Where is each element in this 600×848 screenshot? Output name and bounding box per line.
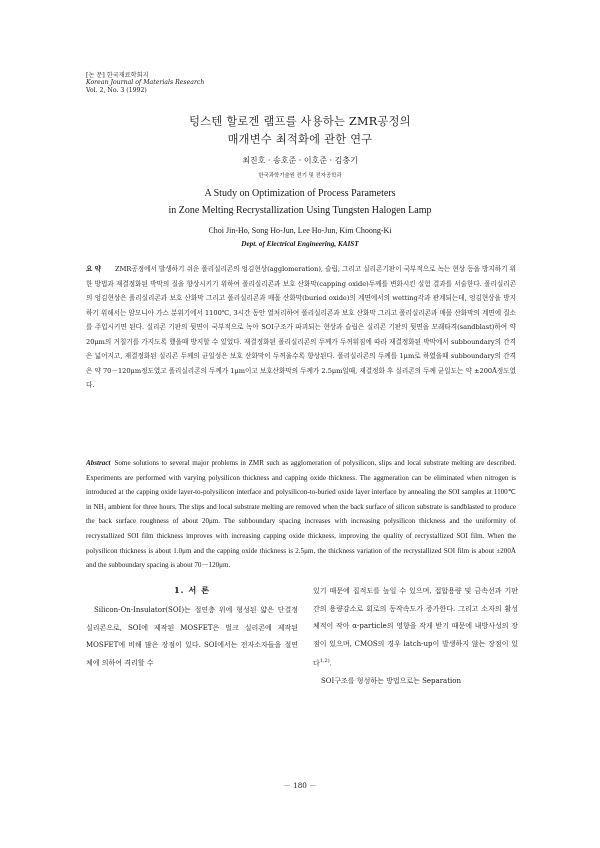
sentence-end: .	[329, 659, 332, 668]
journal-volume: Vol. 2, No. 3 (1992)	[86, 86, 147, 94]
intro-paragraph-1	[313, 583, 518, 673]
affiliation-ko: 한국과학기술원 전기 및 전자공학과	[258, 173, 342, 179]
journal-line-ko: [논 문] 한국재료학회지	[86, 72, 149, 79]
title-en-line1: A Study on Optimization of Process Parameters	[204, 188, 396, 199]
title-ko-line2: 매개변수 최적화에 관한 연구	[227, 133, 373, 146]
body-column-left	[86, 585, 298, 672]
section-heading: 1. 서 론	[173, 585, 211, 595]
abstract-ko-text: ZMR공정에서 발생하기 쉬운 폴리실리콘의 엉김현상(agglomeration), 슬립, 그리고 실리콘기판이 국부적으로 녹는 현상 등을 방지하기 위한 방법과 재결정화된 박막의 질을 향상시키기 위하여 폴리실리콘과 보호 산화막(capping oxide)두께를 변화시킨 실험 결과를 서술한다. 폴리실리콘의 엉김현상은 폴리실리콘과 보호 산화막 그리고 폴리실리콘과 매몰 산화막(buried oxide)의 계면에서의 wetting각과 관계되는데, 엉김현상을 방지하기 위해서는 암모니아 가스 분위기에서 1100℃, 3시간 동안 열처리하여 폴리실리콘과 보호 산화막 그리고 폴리실리콘과 매몰 산화막의 계면에 질소를 주입시키면 된다. 실리콘 기판의 뒷면이 국부적으로 녹아 SOI구조가 파괴되는 현상과 슬립은 실리콘 기판의 뒷면을 모래타격(sandblast)하여 약 20μm의 거칠기를 가지도록 했을때 방지할 수 있었다. 재결정화된 폴리실리콘의 두께가 두꺼워짐에 따라 재결정화된 박막에서 subboundary의 간격은 넓어지고, 재결정화된 실리콘 두께의 균일성은 보호 산화막이 두꺼울수록 향상된다. 폴리실리콘의 두께를 1μm로 하였을때 subboundary의 간격은 약 70－120μm정도였고 폴리실리콘의 두께가 1μm이고 보호산화막의 두께가 2.5μm일때, 재결정화 후 실리콘의 두께 균일도는 약 ±200Å정도였다.	[86, 265, 516, 389]
abstract-en-text: Some solutions to several major problems in ZMR such as agglomeration of polysilicon, slips and local substrate melting are described. Experiments are performed with varying polysilicon thickness and capping oxide thickness. The aggmeration can be eliminated when nitrogen is introduced at the capping oxide layer-to-polysilicon interface and polysilicon-to-buried oxide layer interface by annealing the SOI samples at 1100℃ in NH₃ ambient for three hours. The slips and local substrate melting are removed when the back surface of silicon substrate is sandblasted to produce the back surface roughness of about 20μm. The subboundary spacing increases with increasing polysilicon thickness and the uniformity of recrystallized SOI film thickness improves with increasing capping oxide thickness, improving the quality of recrystallized SOI film. When the polysilicon thickness is about 1.0μm and the capping oxide thickness is 2.5μm, the thickness variation of the recrystallized SOI film is about ±200Å and the subboundary spacing is about 70－120μm.	[86, 459, 516, 570]
authors-en: Choi Jin-Ho, Song Ho-Jun, Lee Ho-Jun, Kim Choong-Ki	[208, 226, 392, 235]
intro-text-left: Silicon-On-Insulator(SOI)는 절연층 위에 형성된 얇은 단결정 실리콘으로, SOI에 제작된 MOSFET은 벌크 실리콘에 제작된 MOSFET에 비해 많은 장점이 있다. SOI에서는 전자소자들을 절연체에 의하여 격리할 수	[86, 606, 298, 667]
journal-line-en: Korean Journal of Materials Research	[86, 79, 205, 87]
journal-info	[86, 72, 204, 94]
page-number: － 180 －	[283, 781, 317, 790]
title-en-line2: in Zone Melting Recrystallization Using Tungsten Halogen Lamp	[168, 205, 432, 216]
title-ko-line1: 텅스텐 할로겐 램프를 사용하는 ZMR공정의	[189, 115, 411, 128]
authors-ko: 최진호 · 송호준 · 이호준 · 김충기	[242, 156, 358, 165]
abstract-en-label: Abstract	[86, 459, 111, 467]
intro-text-right: 있기 때문에 집적도를 높일 수 있으며, 접합용량 및 금속선과 기판 간의 용량감소로 회로의 동작속도가 증가한다. 그리고 소자의 활성체적이 작아 α-particle의 영향을 작게 받기 때문에 내방사성의 장점이 있으며, CMOS의 경우 latch-up이 발생하지 않는 장점이 있다	[313, 587, 518, 668]
citation: 1,2)	[319, 658, 330, 664]
body-column-right	[313, 583, 518, 690]
intro-paragraph-2: SOI구조를 형성하는 방법으로는 Separation	[321, 676, 462, 685]
abstract-en	[86, 456, 516, 573]
abstract-ko	[86, 262, 516, 393]
affiliation-en: Dept. of Electrical Engineering, KAIST	[241, 240, 359, 248]
abstract-ko-label: 요 약	[86, 265, 102, 273]
